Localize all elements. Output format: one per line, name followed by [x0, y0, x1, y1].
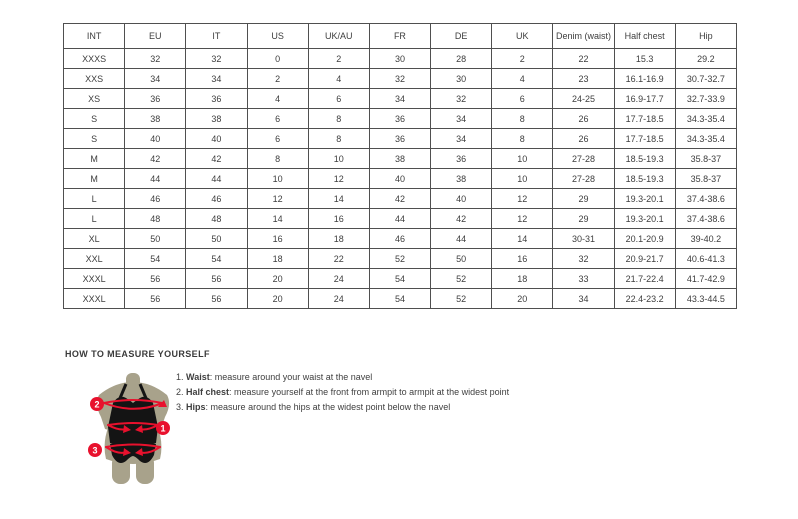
measure-step-waist: [176, 370, 509, 385]
table-cell: 18: [492, 269, 553, 289]
table-cell: 56: [186, 269, 247, 289]
table-cell: 16: [247, 229, 308, 249]
table-row: [64, 129, 737, 149]
table-cell: XS: [64, 89, 125, 109]
column-header: FR: [369, 24, 430, 49]
table-cell: 22: [308, 249, 369, 269]
table-cell: 10: [247, 169, 308, 189]
table-cell: L: [64, 209, 125, 229]
table-cell: 36: [186, 89, 247, 109]
table-cell: 38: [186, 109, 247, 129]
table-cell: 12: [492, 189, 553, 209]
table-cell: 14: [247, 209, 308, 229]
step-number: 1.: [176, 372, 184, 382]
table-cell: 27-28: [553, 169, 614, 189]
column-header: Half chest: [614, 24, 675, 49]
table-cell: 18.5-19.3: [614, 149, 675, 169]
table-cell: 40: [369, 169, 430, 189]
column-header: Hip: [675, 24, 736, 49]
table-cell: 28: [431, 49, 492, 69]
column-header: IT: [186, 24, 247, 49]
badge-chest-number: 2: [94, 399, 100, 410]
table-cell: 4: [492, 69, 553, 89]
table-cell: 16.1-16.9: [614, 69, 675, 89]
table-cell: 6: [247, 129, 308, 149]
table-cell: 36: [369, 129, 430, 149]
table-cell: 10: [492, 169, 553, 189]
table-cell: 52: [431, 289, 492, 309]
measure-section-heading: HOW TO MEASURE YOURSELF: [65, 349, 210, 359]
table-cell: M: [64, 149, 125, 169]
table-cell: 32.7-33.9: [675, 89, 736, 109]
table-cell: XXXL: [64, 269, 125, 289]
table-cell: 17.7-18.5: [614, 129, 675, 149]
table-cell: 8: [247, 149, 308, 169]
step-label: Hips: [186, 402, 206, 412]
table-cell: 24: [308, 269, 369, 289]
table-cell: 38: [125, 109, 186, 129]
table-cell: 34: [369, 89, 430, 109]
table-cell: 39-40.2: [675, 229, 736, 249]
table-cell: 34: [431, 109, 492, 129]
table-cell: 56: [125, 289, 186, 309]
step-number: 2.: [176, 387, 184, 397]
table-cell: 20: [247, 289, 308, 309]
measure-steps: [176, 370, 509, 415]
table-cell: 19.3-20.1: [614, 189, 675, 209]
table-cell: 18: [247, 249, 308, 269]
table-cell: 26: [553, 109, 614, 129]
table-cell: 54: [125, 249, 186, 269]
table-cell: 22: [553, 49, 614, 69]
table-cell: 0: [247, 49, 308, 69]
table-cell: 29: [553, 189, 614, 209]
table-cell: 48: [186, 209, 247, 229]
table-cell: 34: [125, 69, 186, 89]
table-cell: 54: [369, 289, 430, 309]
table-cell: 26: [553, 129, 614, 149]
table-cell: 14: [492, 229, 553, 249]
table-cell: 30: [369, 49, 430, 69]
table-cell: 20: [492, 289, 553, 309]
table-row: [64, 269, 737, 289]
table-cell: 27-28: [553, 149, 614, 169]
table-cell: 37.4-38.6: [675, 209, 736, 229]
table-cell: 46: [369, 229, 430, 249]
table-row: [64, 289, 737, 309]
table-cell: 32: [125, 49, 186, 69]
table-cell: 14: [308, 189, 369, 209]
step-text: : measure around the hips at the widest point below the navel: [205, 402, 451, 412]
table-cell: 16.9-17.7: [614, 89, 675, 109]
table-cell: 12: [247, 189, 308, 209]
table-cell: 8: [308, 129, 369, 149]
table-cell: 35.8-37: [675, 169, 736, 189]
table-cell: 18: [308, 229, 369, 249]
table-cell: 24: [308, 289, 369, 309]
table-cell: 43.3-44.5: [675, 289, 736, 309]
table-row: [64, 229, 737, 249]
table-cell: 12: [308, 169, 369, 189]
table-cell: 8: [492, 129, 553, 149]
table-cell: 29.2: [675, 49, 736, 69]
table-cell: 30-31: [553, 229, 614, 249]
table-cell: 42: [186, 149, 247, 169]
table-cell: 32: [431, 89, 492, 109]
table-cell: 17.7-18.5: [614, 109, 675, 129]
table-cell: 2: [247, 69, 308, 89]
table-cell: XXS: [64, 69, 125, 89]
table-cell: 50: [125, 229, 186, 249]
measurement-figure: [85, 371, 181, 485]
table-row: [64, 149, 737, 169]
table-cell: 40: [431, 189, 492, 209]
table-cell: 21.7-22.4: [614, 269, 675, 289]
table-cell: 32: [186, 49, 247, 69]
table-row: [64, 109, 737, 129]
table-cell: 10: [308, 149, 369, 169]
table-cell: 34: [431, 129, 492, 149]
step-text: : measure yourself at the front from armpit to armpit at the widest point: [229, 387, 510, 397]
table-row: [64, 49, 737, 69]
column-header: UK/AU: [308, 24, 369, 49]
table-cell: 4: [308, 69, 369, 89]
badge-waist-number: 1: [160, 423, 166, 434]
table-cell: 46: [125, 189, 186, 209]
table-cell: 35.8-37: [675, 149, 736, 169]
table-cell: 34: [553, 289, 614, 309]
table-cell: XXXS: [64, 49, 125, 69]
table-cell: 40: [125, 129, 186, 149]
size-table-head: [64, 24, 737, 49]
table-cell: 23: [553, 69, 614, 89]
table-cell: 34: [186, 69, 247, 89]
table-cell: 20.9-21.7: [614, 249, 675, 269]
table-cell: 2: [308, 49, 369, 69]
table-cell: M: [64, 169, 125, 189]
column-header: UK: [492, 24, 553, 49]
table-cell: 30: [431, 69, 492, 89]
step-label: Waist: [186, 372, 210, 382]
table-cell: XL: [64, 229, 125, 249]
table-cell: 20.1-20.9: [614, 229, 675, 249]
table-cell: 30.7-32.7: [675, 69, 736, 89]
table-cell: 46: [186, 189, 247, 209]
table-cell: 6: [308, 89, 369, 109]
table-row: [64, 89, 737, 109]
size-table-body: [64, 49, 737, 309]
table-cell: 34.3-35.4: [675, 109, 736, 129]
table-cell: S: [64, 129, 125, 149]
table-cell: 44: [125, 169, 186, 189]
table-cell: 32: [553, 249, 614, 269]
table-cell: 50: [431, 249, 492, 269]
table-cell: 8: [308, 109, 369, 129]
badge-hips-number: 3: [92, 445, 98, 456]
table-cell: 15.3: [614, 49, 675, 69]
table-cell: 54: [186, 249, 247, 269]
table-cell: 44: [431, 229, 492, 249]
table-cell: 44: [369, 209, 430, 229]
table-cell: 18.5-19.3: [614, 169, 675, 189]
column-header: EU: [125, 24, 186, 49]
table-row: [64, 249, 737, 269]
table-cell: 8: [492, 109, 553, 129]
table-cell: 10: [492, 149, 553, 169]
table-cell: XXL: [64, 249, 125, 269]
table-cell: 52: [369, 249, 430, 269]
table-cell: 19.3-20.1: [614, 209, 675, 229]
table-cell: 16: [492, 249, 553, 269]
table-cell: 44: [186, 169, 247, 189]
table-cell: 24-25: [553, 89, 614, 109]
table-cell: 6: [492, 89, 553, 109]
mannequin-illustration: [85, 371, 181, 485]
table-cell: 34.3-35.4: [675, 129, 736, 149]
table-cell: L: [64, 189, 125, 209]
table-cell: 42: [125, 149, 186, 169]
table-cell: 36: [125, 89, 186, 109]
column-header: INT: [64, 24, 125, 49]
table-row: [64, 69, 737, 89]
table-header-row: [64, 24, 737, 49]
measure-step-hips: [176, 400, 509, 415]
table-row: [64, 189, 737, 209]
table-cell: 36: [369, 109, 430, 129]
table-cell: 40.6-41.3: [675, 249, 736, 269]
table-cell: 12: [492, 209, 553, 229]
table-cell: 52: [431, 269, 492, 289]
table-cell: 32: [369, 69, 430, 89]
table-cell: 42: [369, 189, 430, 209]
table-cell: 56: [186, 289, 247, 309]
table-cell: 38: [369, 149, 430, 169]
table-cell: 56: [125, 269, 186, 289]
column-header: DE: [431, 24, 492, 49]
table-cell: 42: [431, 209, 492, 229]
table-row: [64, 209, 737, 229]
table-cell: 37.4-38.6: [675, 189, 736, 209]
table-cell: 16: [308, 209, 369, 229]
table-cell: 6: [247, 109, 308, 129]
step-label: Half chest: [186, 387, 230, 397]
table-cell: 40: [186, 129, 247, 149]
step-text: : measure around your waist at the navel: [209, 372, 373, 382]
table-cell: 33: [553, 269, 614, 289]
measure-step-half-chest: [176, 385, 509, 400]
table-cell: 22.4-23.2: [614, 289, 675, 309]
table-cell: 50: [186, 229, 247, 249]
table-cell: 2: [492, 49, 553, 69]
size-table: [63, 23, 737, 309]
table-cell: 38: [431, 169, 492, 189]
table-row: [64, 169, 737, 189]
column-header: Denim (waist): [553, 24, 614, 49]
table-cell: 36: [431, 149, 492, 169]
table-cell: 4: [247, 89, 308, 109]
table-cell: 20: [247, 269, 308, 289]
table-cell: S: [64, 109, 125, 129]
step-number: 3.: [176, 402, 184, 412]
table-cell: 48: [125, 209, 186, 229]
table-cell: 54: [369, 269, 430, 289]
column-header: US: [247, 24, 308, 49]
table-cell: 29: [553, 209, 614, 229]
table-cell: XXXL: [64, 289, 125, 309]
table-cell: 41.7-42.9: [675, 269, 736, 289]
